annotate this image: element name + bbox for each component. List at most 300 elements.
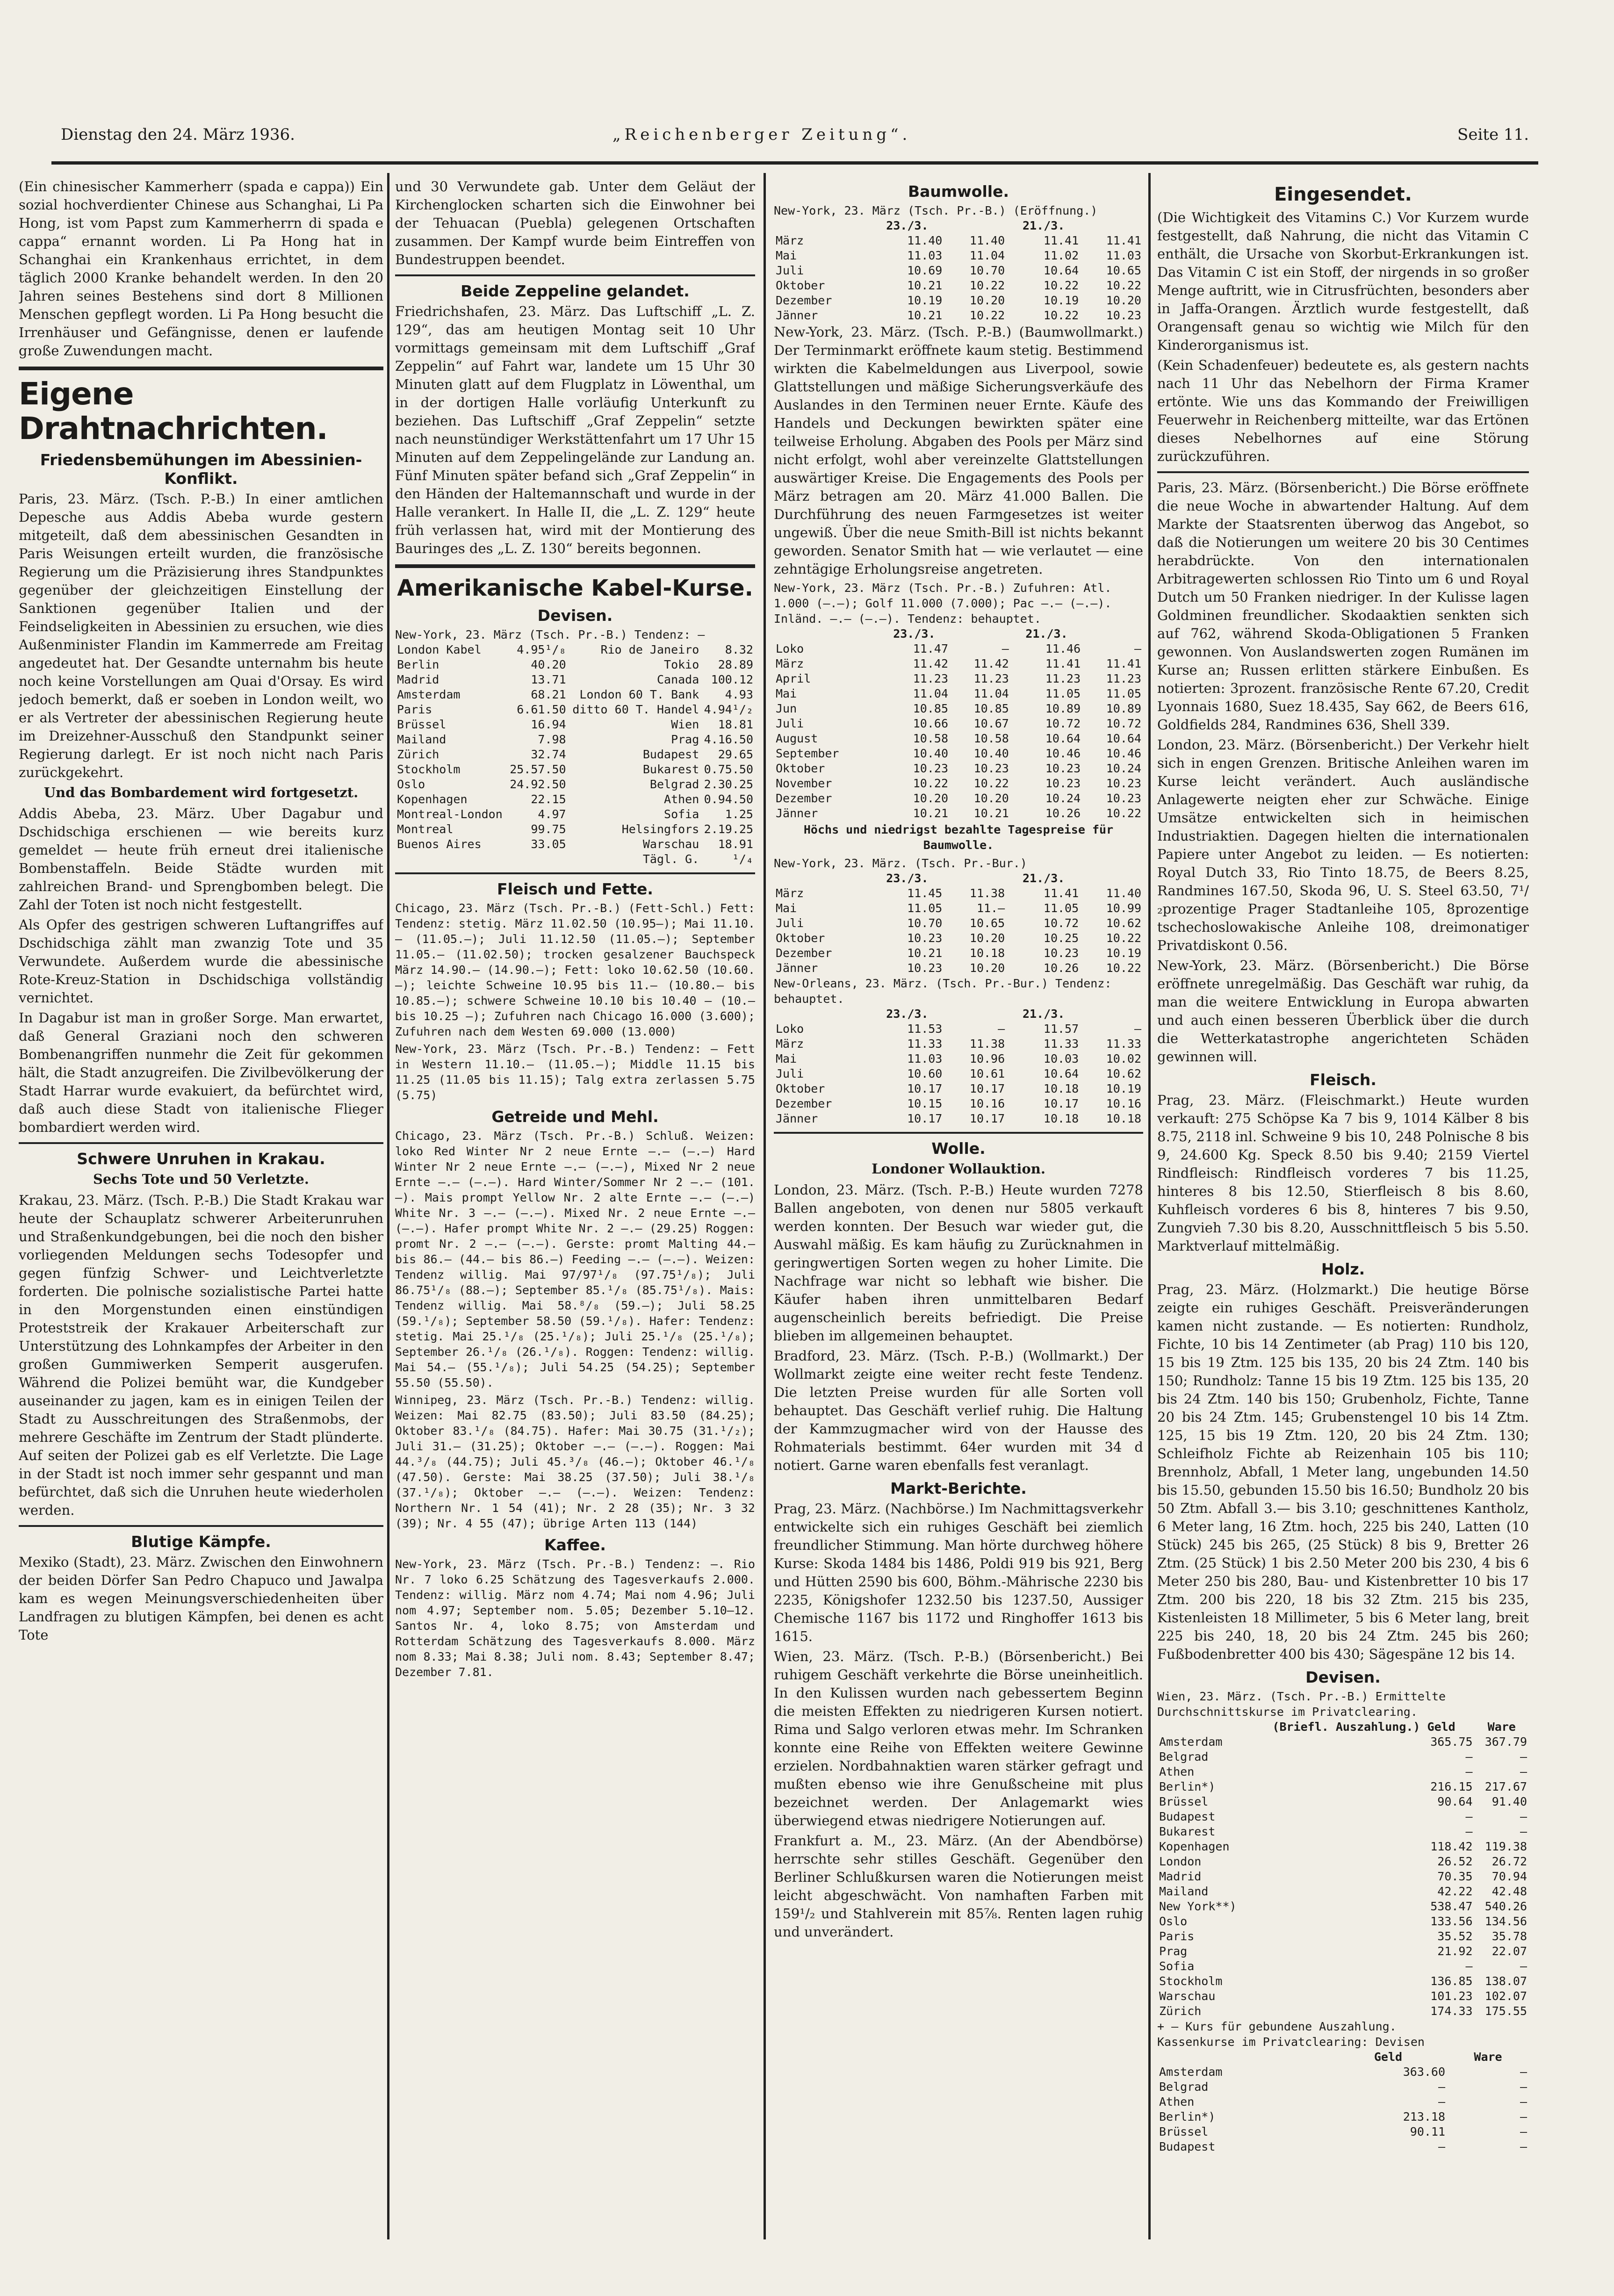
baumwolle-row [774, 1051, 1143, 1066]
table-cell: 10.18 [969, 946, 1005, 960]
column-divider [387, 173, 389, 2239]
table-cell: 10.22 [969, 279, 1005, 292]
table-cell: 10.20 [969, 961, 1005, 975]
column-header: Ware [1487, 1720, 1516, 1734]
table-cell: 11.04 [969, 249, 1005, 262]
column-header [1157, 2050, 1329, 2065]
baumwolle-row [774, 293, 1143, 308]
column-header [1081, 1007, 1143, 1022]
headline-kaffee: Kaffee. [544, 1536, 606, 1554]
devisen-row [395, 672, 755, 687]
table-cell: 25.57.50 [510, 763, 566, 776]
table-cell: März [776, 886, 804, 900]
table-cell: Juli [776, 264, 804, 277]
table-cell: Oktober [776, 931, 825, 945]
table-cell: Madrid [1159, 1870, 1202, 1883]
column-2 [395, 178, 755, 1682]
table-cell: 11.57 [1043, 1022, 1079, 1036]
wien-devisen-intro: Wien, 23. März. (Tsch. Pr.-B.) Ermittelte Durchschnittskurse im Privatclearing. [1157, 1690, 1446, 1719]
divider [774, 1132, 1143, 1134]
table-cell: 10.18 [1043, 1112, 1079, 1125]
table-cell: 10.67 [973, 717, 1009, 730]
table-cell: Jänner [776, 961, 818, 975]
baumwolle-row [774, 961, 1143, 976]
table-cell: 10.22 [913, 777, 948, 790]
baumwolle-row [774, 1081, 1143, 1096]
table-cell: 10.19 [1106, 946, 1141, 960]
table-cell: 10.22 [1043, 279, 1079, 292]
table-cell: 10.89 [1045, 702, 1081, 715]
table-cell: 10.23 [907, 961, 943, 975]
table-cell: 10.17 [1043, 1097, 1079, 1110]
table-cell: Berlin*) [1159, 1780, 1216, 1793]
table-cell: 22.15 [531, 792, 566, 806]
table-cell: 21.92 [1437, 1944, 1473, 1958]
divider [19, 367, 383, 370]
table-cell: Brüssel [397, 718, 447, 731]
headline-holz: Holz. [1321, 1260, 1365, 1278]
column-1 [19, 178, 383, 1646]
wien-devisen-row [1157, 1854, 1529, 1869]
baumwolle-row [774, 263, 1143, 278]
table-cell: 10.23 [1106, 309, 1141, 322]
table-cell: 10.85 [913, 702, 948, 715]
table-cell: 10.72 [1106, 717, 1141, 730]
table-cell: 11.33 [907, 1037, 943, 1051]
divider [19, 1525, 383, 1527]
table-cell: 0.94.50 [704, 792, 753, 806]
table-cell: 10.21 [907, 946, 943, 960]
table-cell: 33.05 [531, 837, 566, 851]
table-cell: Oslo [1159, 1915, 1188, 1928]
table-cell: 101.23 [1430, 1989, 1473, 2003]
table-cell: 10.02 [1106, 1052, 1141, 1065]
baumwolle-table-1 [774, 218, 1143, 323]
table-cell: 10.60 [907, 1067, 943, 1080]
table-cell: Jun [776, 702, 797, 715]
article-wolle-london: London, 23. März. (Tsch. P.-B.) Heute wurden 7278 Ballen angeboten, von denen nur 5805 verkauft werden konnten. Der Besuch war wieder gut, die Auswahl mäßig. Es kam häufig zu Zurücknahmen in geringwertigen Sorten wegen zu hoher Limite. Die Nachfrage war nicht so lebhaft wie bisher. Die Käufer haben ihren unmittelbaren Bedarf augenscheinlich bereits befriedigt. Die Preise blieben im allgemeinen behauptet. [774, 1182, 1143, 1344]
table-cell: 1.25 [725, 807, 753, 821]
table-cell: 11.33 [1043, 1037, 1079, 1051]
table-cell: 133.56 [1430, 1915, 1473, 1928]
table-cell: 10.16 [1106, 1097, 1141, 1110]
column-header: 21./3. [1023, 871, 1065, 885]
table-header-row [1157, 2050, 1529, 2065]
baumwolle-row [774, 916, 1143, 931]
report-chicago-fett: Chicago, 23. März (Tsch. Pr.-B.) (Fett-Schl.) Fett: Tendenz: stetig. März 11.02.50 (10.95—); Mai 11.10.— (11.05.—); Juli 11.12.50 (11.05.—); September 11.05.— (11.02.50); trocken gesalzener Bauchspeck März 14.90.— (14.90.—); Fett: loko 10.62.50 (10.60.—); leichte Schweine 10.95 bis 11.— (10.80.— bis 10.85.—); schwere Schweine 10.10 bis 10.40 — (10.— bis 10.25 —); Zufuhren nach Chicago 16.000 (3.600); Zufuhren nach dem Westen 69.000 (13.000) [395, 901, 755, 1038]
wien-devisen-row [1157, 1869, 1529, 1884]
table-cell: 216.15 [1430, 1780, 1473, 1793]
headline-wolle: Wolle. [931, 1139, 986, 1158]
table-cell: Buenos Aires [397, 837, 482, 851]
table-cell: 538.47 [1430, 1900, 1473, 1913]
issue-date: Dienstag den 24. März 1936. [61, 125, 295, 144]
table-cell: 7.98 [538, 733, 566, 746]
column-header: 23./3. [886, 1007, 929, 1021]
table-cell: 90.64 [1437, 1795, 1473, 1808]
table-cell: 11.47 [913, 642, 948, 655]
table-cell: 10.20 [969, 931, 1005, 945]
table-cell: Mai [776, 901, 797, 915]
table-cell: Athen [1159, 2095, 1195, 2109]
table-cell: 10.23 [1106, 792, 1141, 805]
table-cell: Kopenhagen [1159, 1840, 1230, 1853]
table-cell: Jänner [776, 806, 818, 820]
table-cell: 119.38 [1484, 1840, 1527, 1853]
table-cell: 10.20 [969, 294, 1005, 307]
table-cell: 11.41 [1045, 657, 1081, 670]
table-cell: London Kabel [397, 643, 482, 656]
subheadline-wollauktion: Londoner Wollauktion. [872, 1161, 1045, 1177]
table-cell: 10.20 [1106, 294, 1141, 307]
table-cell: Loko [776, 642, 804, 655]
table-cell: Wien [671, 718, 699, 731]
baumwolle-row [774, 806, 1143, 821]
table-cell: 11.23 [973, 672, 1009, 685]
article-mexiko: Mexiko (Stadt), 23. März. Zwischen den Einwohnern der beiden Dörfer San Pedro Chapuco und Jawalpa kam es wegen Meinungsverschiedenheiten über Landfragen zu blutigen Kämpfen, bei denen es acht Tote [19, 1554, 383, 1643]
table-cell: — [1520, 2065, 1527, 2079]
table-cell: 10.22 [1106, 931, 1141, 945]
table-cell: 10.64 [1043, 1067, 1079, 1080]
table-cell: Stockholm [1159, 1974, 1223, 1988]
headline-fleisch-fette: Fleisch und Fette. [497, 880, 653, 898]
wien-devisen-row [1157, 1764, 1529, 1779]
article-newyork-boerse: New-York, 23. März. (Börsenbericht.) Die Börse eröffnete unregelmäßig. Das Geschäft war ruhig, da man die weitere Entwicklung in Europa abwarten und auch einen besseren Überblick über die durch die Wetterkatastrophe angerichteten Schäden gewinnen will. [1157, 957, 1529, 1065]
table-cell: Zürich [397, 748, 440, 761]
table-cell: 26.72 [1492, 1855, 1527, 1868]
table-cell: Berlin*) [1159, 2110, 1216, 2123]
report-getreide-chicago: Chicago, 23. März (Tsch. Pr.-B.) Schluß. Weizen: loko Red Winter Nr 2 neue Ernte —.— (—.—) Hard Winter Nr 2 neue Ernte —.— (—.—), Mixed Nr 2 neue Ernte —.— (—.—). Hard Winter/Sommer Nr 2 —.— (101.—). Mais prompt Yellow Nr. 2 alte Ernte —.— (—.—) White Nr. 3 —.— (—.—). Mixed Nr. 2 neue Ernte —.— (—.—). Hafer prompt White Nr. 2 —.— (29.25) Roggen: promt Nr. 2 —.— (—.—). Gerste: promt Malting 44.— bis 86.— (44.— bis 86.—) Feeding —.— (—.—). Weizen: Tendenz willig. Mai 97/97¹/₈ (97.75¹/₈); Juli 86.75¹/₈ (88.—); September 85.¹/₈ (85.75¹/₈). Mais: Tendenz willig. Mai 58.⁸/₈ (59.—); Juli 58.25 (59.¹/₈); September 58.50 (59.¹/₈). Hafer: Tendenz: stetig. Mai 25.¹/₈ (25.¹/₈); Juli 25.¹/₈ (25.¹/₈); September 26.¹/₈ (26.¹/₈). Roggen: Tendenz: willig. Mai 54.— (55.¹/₈); Juli 54.25 (54.25); September 55.50 (55.50). [395, 1129, 755, 1389]
table-cell: Zürich [1159, 2004, 1202, 2018]
table-cell: 11.23 [913, 672, 948, 685]
wien-devisen-row [1157, 1794, 1529, 1809]
baumwolle-row [774, 701, 1143, 716]
table-cell: Mai [776, 1052, 797, 1065]
table-cell: Berlin [397, 658, 440, 671]
table-cell: 11.23 [1106, 672, 1141, 685]
table-cell: 10.22 [1106, 806, 1141, 820]
table-cell: 10.21 [973, 806, 1009, 820]
table-cell: 11.03 [907, 1052, 943, 1065]
baumwolle-row [774, 776, 1143, 791]
table-cell: Brüssel [1159, 2125, 1209, 2138]
kassenkurse-row [1157, 2124, 1529, 2139]
table-cell: — [1520, 2110, 1527, 2123]
table-cell: Paris [397, 703, 432, 716]
table-cell: 35.52 [1437, 1929, 1473, 1943]
table-cell: 10.72 [1043, 916, 1079, 930]
table-cell: — [1465, 1750, 1473, 1763]
table-cell: Madrid [397, 673, 440, 686]
headline-amerikanische-kurse: Amerikanische Kabel-Kurse. [397, 575, 753, 601]
table-cell: Paris [1159, 1929, 1195, 1943]
kassenkurse-row [1157, 2109, 1529, 2124]
table-cell: Dezember [776, 946, 832, 960]
column-header [774, 871, 870, 886]
article-paris: Paris, 23. März. (Tsch. P.-B.) In einer amtlichen Depesche aus Addis Abeba wurde gestern mitgeteilt, daß dem abessinischen Gesandten in Paris Weisungen erteilt wurden, die französische Regierung um die Präzisierung ihres Standpunktes gegenüber der gleichzeitigen Einstellung der Sanktionen gegenüber Italien und der Feindseligkeiten in Abessinien zu ersuchen, wie dies Außenminister Flandin im Kammerrede am Freitag angedeutet hat. Der Gesandte unternahm bis heute noch keine Vorstellungen am Quai d'Orsay. Es wird jedoch bemerkt, daß er soeben in London weilt, wo er als Vertreter der abessinischen Regierung heute im Dreizehner-Ausschuß den Standpunkt seiner Regierung darlegt. Er ist noch nicht nach Paris zurückgekehrt. [19, 491, 383, 780]
baumwolle-row [774, 671, 1143, 686]
table-cell: 10.22 [1043, 309, 1079, 322]
baumwolle-row [774, 886, 1143, 901]
table-cell: 174.33 [1430, 2004, 1473, 2018]
headline-blutige-kaempfe: Blutige Kämpfe. [131, 1533, 271, 1551]
table-cell: 10.64 [1106, 732, 1141, 745]
table-cell: 10.23 [1106, 777, 1141, 790]
table-cell: 11.05 [1045, 687, 1081, 700]
table-cell: Sofia [664, 807, 699, 821]
table-cell: Warschau [642, 837, 699, 851]
table-cell: 10.62 [1106, 1067, 1141, 1080]
report-winnipeg: Winnipeg, 23. März (Tsch. Pr.-B.) Tendenz: willig. Weizen: Mai 82.75 (83.50); Juli 83.50 (84.25); Oktober 83.¹/₈ (84.75). Hafer: Mai 30.75 (31.¹/₂); Juli 31.— (31.25); Oktober —.— (—.—). Roggen: Mai 44.³/₈ (44.75); Juli 45.³/₈ (46.—); Oktober 46.¹/₈ (47.50). Gerste: Mai 38.25 (37.50); Juli 38.¹/₈ (37.¹/₈); Oktober —.— (—.—). Weizen: Tendenz: Northern Nr. 1 54 (41); Nr. 2 28 (35); Nr. 3 32 (39); Nr. 4 55 (47); übrige Arten 113 (144) [395, 1393, 755, 1530]
devisen-row [395, 852, 755, 867]
headline-markt-berichte: Markt-Berichte. [890, 1479, 1027, 1497]
table-cell: 22.07 [1492, 1944, 1527, 1958]
table-cell: 10.40 [913, 747, 948, 760]
devisen-row [395, 717, 755, 732]
table-cell: 11.05 [907, 901, 943, 915]
wien-devisen-row [1157, 1974, 1529, 1989]
table-cell: 11.05 [1106, 687, 1141, 700]
table-cell: — [1520, 1750, 1527, 1763]
baumwolle-table-3 [774, 871, 1143, 976]
headline-eingesendet: Eingesendet. [1274, 184, 1412, 205]
column-header [944, 218, 1007, 233]
table-cell: 10.22 [1106, 279, 1141, 292]
devisen-row [395, 687, 755, 702]
column-header [774, 626, 879, 641]
baumwolle-row [774, 278, 1143, 293]
section-banner: Eigene Drahtnachrichten. [19, 376, 328, 446]
wien-devisen-row [1157, 1899, 1529, 1914]
table-cell: Amsterdam [397, 688, 461, 701]
table-cell: 10.62 [1106, 916, 1141, 930]
devisen-row [395, 837, 755, 852]
table-cell: — [1520, 1810, 1527, 1823]
table-cell: 10.85 [973, 702, 1009, 715]
baumwolle-row [774, 761, 1143, 776]
baumwolle-row [774, 791, 1143, 806]
table-cell: 11.42 [913, 657, 948, 670]
table-cell: 10.22 [973, 777, 1009, 790]
table-cell: 102.07 [1484, 1989, 1527, 2003]
table-cell: 10.72 [1045, 717, 1081, 730]
table-cell [395, 852, 507, 867]
table-cell: Tägl. G. [642, 852, 699, 866]
table-cell: Warschau [1159, 1989, 1216, 2003]
table-cell: 4.97 [538, 807, 566, 821]
devisen-row [395, 657, 755, 672]
kassenkurse-row [1157, 2080, 1529, 2094]
wien-devisen-row [1157, 1735, 1529, 1749]
table-cell [507, 852, 568, 867]
table-cell: Juli [776, 916, 804, 930]
baumwolle-intro-1: New-York, 23. März (Tsch. Pr.-B.) (Eröffnung.) [774, 204, 1098, 217]
table-cell: Stockholm [397, 763, 461, 776]
table-cell: 26.52 [1437, 1855, 1473, 1868]
wien-devisen-row [1157, 1839, 1529, 1854]
report-kaffee: New-York, 23. März (Tsch. Pr.-B.) Tendenz: —. Rio Nr. 7 loko 6.25 Schätzung des Tagesverkaufs 2.000. Tendenz: willig. März nom 4.74; Mai nom 4.96; Juli nom 4.97; September nom. 5.05; Dezember 5.10—12. Santos Nr. 4, loko 8.75; von Amsterdam und Rotterdam Schätzung des Tagesverkaufs 8.000. März nom 8.33; Mai 8.38; Juli nom. 8.43; September 8.47; Dezember 7.81. [395, 1557, 755, 1679]
table-cell: 10.65 [1106, 264, 1141, 277]
column-3 [774, 178, 1143, 1943]
devisen-row [395, 642, 755, 657]
table-cell: 11.42 [973, 657, 1009, 670]
table-cell: 136.85 [1430, 1974, 1473, 1988]
table-cell: 10.20 [913, 792, 948, 805]
article-dagabur: In Dagabur ist man in großer Sorge. Man erwartet, daß General Graziani noch den schweren Bombenangriffen nunmehr die Zeit für gekommen hält, die Stadt anzugreifen. Die Zivilbevölkerung der Stadt Harrar wurde evakuiert, da befürchtet wird, daß auch diese Stadt von italienische Flieger bombardiert werden wird. [19, 1010, 383, 1135]
subheadline-krakau: Sechs Tote und 50 Verletzte. [93, 1171, 309, 1187]
table-cell: Prag [1159, 1944, 1188, 1958]
table-cell: 10.58 [973, 732, 1009, 745]
wien-devisen-row [1157, 1779, 1529, 1794]
table-cell: 11.46 [1045, 642, 1081, 655]
table-cell: 10.69 [907, 264, 943, 277]
table-cell: 11.53 [907, 1022, 943, 1036]
table-cell: 70.94 [1492, 1870, 1527, 1883]
table-cell: 10.21 [913, 806, 948, 820]
table-cell: Juli [776, 717, 804, 730]
kassenkurse-table [1157, 2050, 1529, 2154]
table-cell: 10.64 [1043, 264, 1079, 277]
column-header [1081, 218, 1143, 233]
baumwolle-row [774, 901, 1143, 916]
baumwolle-row [774, 1066, 1143, 1081]
wien-devisen-row [1157, 1989, 1529, 2004]
table-cell: Prag [671, 733, 699, 746]
table-cell: 10.23 [1045, 762, 1081, 775]
table-cell: Tokio [664, 658, 699, 671]
table-cell: — [1465, 1765, 1473, 1778]
table-cell: — [1438, 2095, 1446, 2109]
table-cell: — [1465, 1825, 1473, 1838]
table-cell: 10.17 [907, 1082, 943, 1095]
table-cell: 2.30.25 [704, 777, 753, 791]
baumwolle-intro-2: New-York, 23. März (Tsch. Pr.-B.) Zufuhren: Atl. 1.000 (—.—); Golf 11.000 (7.000); Pac —.— (—.—). Inländ. —.— (—.—). Tendenz: behauptet. [774, 581, 1112, 626]
table-cell: 10.65 [969, 916, 1005, 930]
table-cell: Dezember [776, 1097, 832, 1110]
headline-krakau: Schwere Unruhen in Krakau. [77, 1150, 325, 1168]
table-cell: 8.32 [725, 643, 753, 656]
baumwolle-row [774, 1096, 1143, 1111]
wien-devisen-row [1157, 1749, 1529, 1764]
column-header [944, 1007, 1007, 1022]
table-cell: 10.23 [1045, 777, 1081, 790]
divider [395, 564, 755, 568]
devisen-row [395, 732, 755, 747]
table-cell: 11.04 [913, 687, 948, 700]
baumwolle-row [774, 731, 1143, 746]
column-header [944, 871, 1007, 886]
wien-devisen-row [1157, 1824, 1529, 1839]
header-rule [51, 161, 1538, 165]
devisen-row [395, 792, 755, 807]
table-cell: 11.45 [907, 886, 943, 900]
devisen-row [395, 762, 755, 777]
baumwolle-table-2 [774, 626, 1143, 821]
table-cell: April [776, 672, 811, 685]
table-cell: — [1520, 2140, 1527, 2153]
table-cell: 11.41 [1043, 234, 1079, 247]
headline-bombardement: Und das Bombardement wird fortgesetzt. [43, 785, 359, 800]
table-cell: 10.58 [913, 732, 948, 745]
table-cell: 42.22 [1437, 1885, 1473, 1898]
table-cell: 10.66 [913, 717, 948, 730]
table-cell: 91.40 [1492, 1795, 1527, 1808]
baumwolle-row [774, 1111, 1143, 1126]
headline-abessinien: Friedensbemühungen im Abessinien-Konflikt. [40, 451, 362, 488]
table-cell: 213.18 [1403, 2110, 1446, 2123]
table-cell: Mai [776, 249, 797, 262]
table-cell: 42.48 [1492, 1885, 1527, 1898]
table-cell: 99.75 [531, 822, 566, 836]
table-cell: Athen [664, 792, 699, 806]
article-chinese-chamberlain: (Ein chinesischer Kammerherr (spada e cappa)) Ein sozial hochverdienter Chinese aus Schanghai, Li Pa Hong, ist vom Papst zum Kammerherrn di spada e cappa“ ernannt worden. Li Pa Hong hat in Schanghai ein Krankenhaus errichtet, in dem täglich 2000 Kranke behandelt werden. In den 20 Jahren seines Bestehens sind dort 8 Millionen Menschen gepflegt worden. Li Pa Hong besucht die Irrenhäuser und Gefängnisse, denen er laufende große Zuwendungen macht. [19, 179, 383, 359]
baumwolle-row [774, 248, 1143, 263]
baumwolle-row [774, 716, 1143, 731]
table-cell: Loko [776, 1022, 804, 1036]
table-cell: 10.24 [1106, 762, 1141, 775]
table-cell: 10.70 [907, 916, 943, 930]
table-cell: — [998, 1022, 1005, 1036]
table-cell: 118.42 [1430, 1840, 1473, 1853]
baumwolle-row [774, 233, 1143, 248]
table-header-row [774, 1007, 1143, 1022]
devisen-row [395, 747, 755, 762]
article-baumwollmarkt: New-York, 23. März. (Tsch. P.-B.) (Baumwollmarkt.) Der Terminmarkt eröffnete kaum stetig. Bestimmend wirkten die Kabelmeldungen aus Liverpool, sowie Glattstellungen und mäßige Sicherungsverkäufe des Auslandes in den Terminen neuer Ernte. Käufe des Handels und Deckungen bewirkten später eine teilweise Erholung. Abgaben des Pools per März sind nicht erfolgt, wohl aber vereinzelte Glattstellungen auswärtiger Kreise. Die Engagements des Pools per März betragen am 20. März 41.000 Ballen. Die Durchführung des neuen Farmgesetzes ist weiter ungewiß. Über die neue Smith-Bill ist nichts bekannt geworden. Senator Smith hat — wie verlautet — eine zehntägige Erholungsreise angetreten. [774, 324, 1143, 577]
table-cell: 10.18 [1043, 1082, 1079, 1095]
headline-fleisch: Fleisch. [1310, 1071, 1376, 1089]
kassenkurse-intro: Kassenkurse im Privatclearing: Devisen [1157, 2035, 1425, 2049]
kassenkurse-row [1157, 2139, 1529, 2154]
column-header [774, 1007, 870, 1022]
column-header [950, 626, 1011, 641]
article-prag-nachboerse: Prag, 23. März. (Nachbörse.) Im Nachmittagsverkehr entwickelte sich ein ruhiges Geschäft bei ziemlich freundlicher Stimmung. Man hörte durchweg höhere Kurse: Skoda 1484 bis 1486, Poldi 919 bis 921, Berg und Hütten 2590 bis 600, Böhm.-Mährische 2230 bis 2235, Königshofer 1232.50 bis 1237.50, Aussiger Chemische 1167 bis 1172 und Ringhoffer 1613 bis 1615. [774, 1501, 1143, 1644]
article-krakau: Krakau, 23. März. (Tsch. P.-B.) Die Stadt Krakau war heute der Schauplatz schwerer Arbeiterunruhen und Straßenkundgebungen, bei die noch den bisher vorliegenden Meldungen sechs Todesopfer und gegen fünfzig Schwer- und Leichtverletzte forderten. Die polnische sozialistische Partei hatte in den Morgenstunden einen einstündigen Proteststreik der Krakauer Arbeiterschaft zur Unterstützung des Lohnkampfes der Arbeiter in den großen Gummiwerken Semperit ausgerufen. Während die Polizei bemüht war, die Kundgeber auseinander zu jagen, kam es in einigen Teilen der Stadt zu Ausschreitungen des Straßenmobs, der mehrere Geschäfte im Zentrum der Stadt plünderte. Auf seiten der Polizei gab es elf Verletzte. Die Lage in der Stadt ist noch immer sehr gespannt und man befürchtet, daß sich die Unruhen heute wiederholen werden. [19, 1192, 383, 1518]
column-header: (Briefl. Auszahlung.) Geld [1272, 1720, 1455, 1734]
table-cell: Kopenhagen [397, 792, 468, 806]
table-cell: 6.61.50 [517, 703, 566, 716]
wien-devisen-row [1157, 1809, 1529, 1824]
table-cell: 11.03 [1106, 249, 1141, 262]
table-cell: Jänner [776, 309, 818, 322]
table-cell: 10.17 [969, 1112, 1005, 1125]
article-schadenfeuer: (Kein Schadenfeuer) bedeutete es, als gestern nachts nach 11 Uhr das Nebelhorn der Firma Kramer ertönte. Wie uns das Kommando der Freiwilligen Feuerwehr in Reichenberg mitteilte, war das Ertönen dieses Nebelhornes auf eine Störung zurückzuführen. [1157, 357, 1529, 464]
table-cell: 10.17 [969, 1082, 1005, 1095]
table-cell: Budapest [1159, 2140, 1216, 2153]
table-cell: 10.16 [969, 1097, 1005, 1110]
page-header [61, 125, 1529, 158]
table-cell: Montreal [397, 822, 454, 836]
devisen-row [395, 807, 755, 822]
table-cell: ditto 60 T. Handel [572, 703, 699, 716]
table-cell: 10.21 [907, 309, 943, 322]
table-cell: — [1520, 2080, 1527, 2094]
table-cell: März [776, 657, 804, 670]
table-cell: 11.41 [1043, 886, 1079, 900]
table-cell: Bukarest [642, 763, 699, 776]
table-cell: 11.40 [969, 234, 1005, 247]
table-cell: 68.21 [531, 688, 566, 701]
wien-devisen-table [1157, 1720, 1529, 2019]
table-cell: Athen [1159, 1765, 1195, 1778]
devisen-row [395, 822, 755, 837]
table-cell: Dezember [776, 792, 832, 805]
table-cell: — [1465, 1810, 1473, 1823]
table-cell: Budapest [642, 748, 699, 761]
table-cell: 10.25 [1043, 931, 1079, 945]
table-cell: London 60 T. Bank [579, 688, 699, 701]
divider [19, 1142, 383, 1144]
table-cell: 11.02 [1043, 249, 1079, 262]
